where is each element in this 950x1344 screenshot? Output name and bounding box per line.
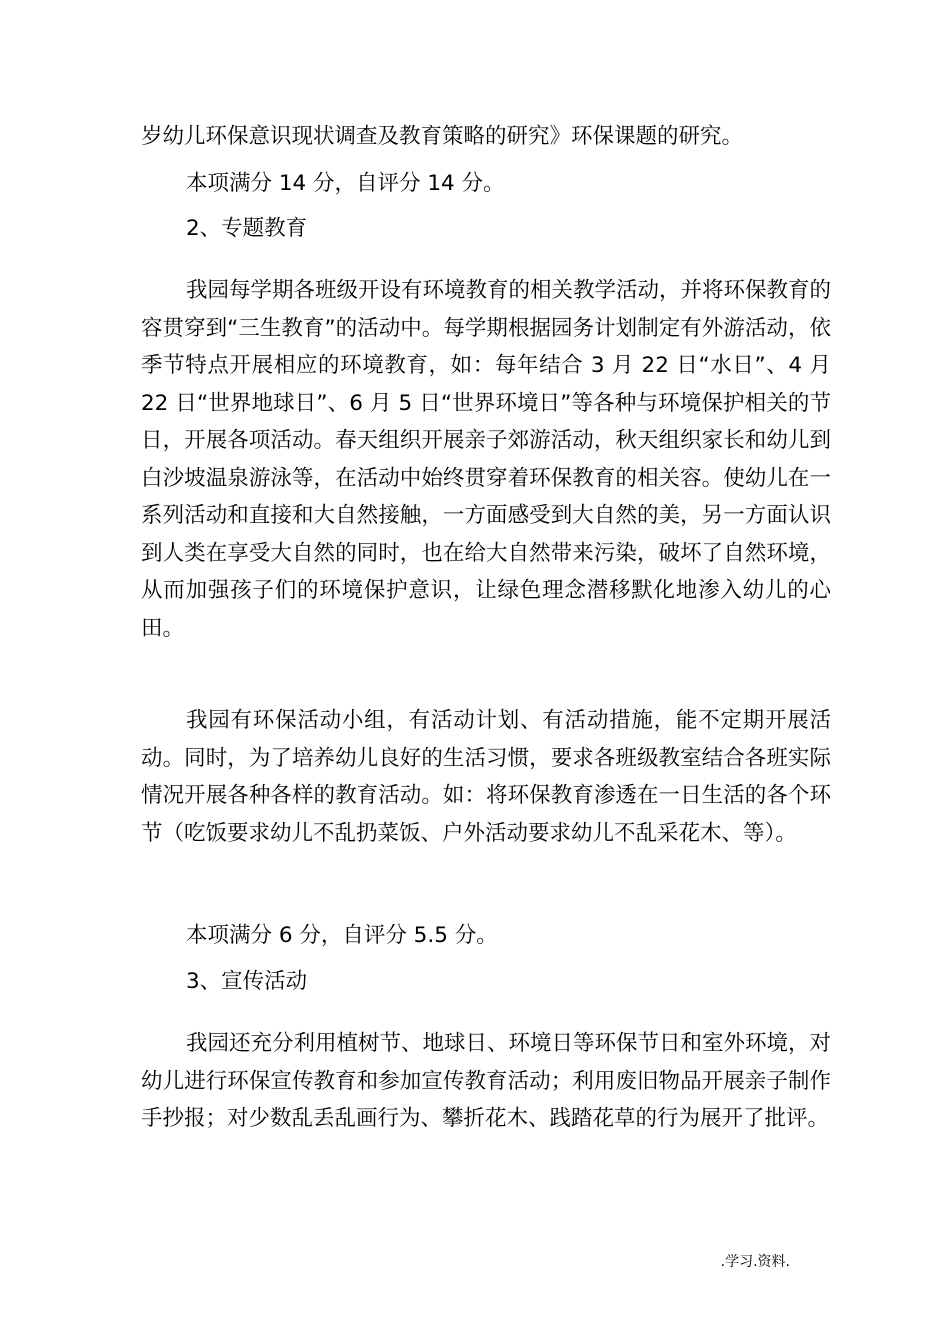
section-heading-3: 3、宣传活动	[186, 969, 308, 994]
paragraph-publicity: 我园还充分利用植树节、地球日、环境日等环保节日和室外环境，对幼儿进行环保宣传教育和参加宣传教育活动；利用废旧物品开展亲子制作手抄报；对少数乱丢乱画行为、攀折花木、践踏花草的行为展开了批评。	[141, 1031, 832, 1131]
score-line-1: 本项满分 14 分，自评分 14 分。	[186, 171, 505, 196]
score-line-2: 本项满分 6 分，自评分 5.5 分。	[186, 923, 498, 948]
paragraph-intro-tail: 岁幼儿环保意识现状调查及教育策略的研究》环保课题的研究。	[141, 124, 744, 149]
page-footer: .学习.资料.	[720, 1254, 790, 1270]
section-heading-2: 2、专题教育	[186, 216, 308, 241]
paragraph-topic-education: 我园每学期各班级开设有环境教育的相关教学活动，并将环保教育的容贯穿到“三生教育”的活动中。每学期根据园务计划制定有外游活动，依季节特点开展相应的环境教育，如：每年结合 3 月 22 日“水日”、4 月 22 日“世界地球日”、6 月 5 日“世界环境日”等各种与环境保护相关的节日，开展各项活动。春天组织开展亲子郊游活动，秋天组织家长和幼儿到白沙坡温泉游泳等，在活动中始终贯穿着环保教育的相关容。使幼儿在一系列活动和直接和大自然接触，一方面感受到大自然的美，另一方面认识到人类在享受大自然的同时，也在给大自然带来污染，破坏了自然环境，从而加强孩子们的环境保护意识，让绿色理念潜移默化地渗入幼儿的心田。	[141, 278, 832, 641]
paragraph-env-group: 我园有环保活动小组，有活动计划、有活动措施，能不定期开展活动。同时，为了培养幼儿良好的生活习惯，要求各班级教室结合各班实际情况开展各种各样的教育活动。如：将环保教育渗透在一日生活的各个环节（吃饭要求幼儿不乱扔菜饭、户外活动要求幼儿不乱采花木、等）。	[141, 708, 831, 846]
